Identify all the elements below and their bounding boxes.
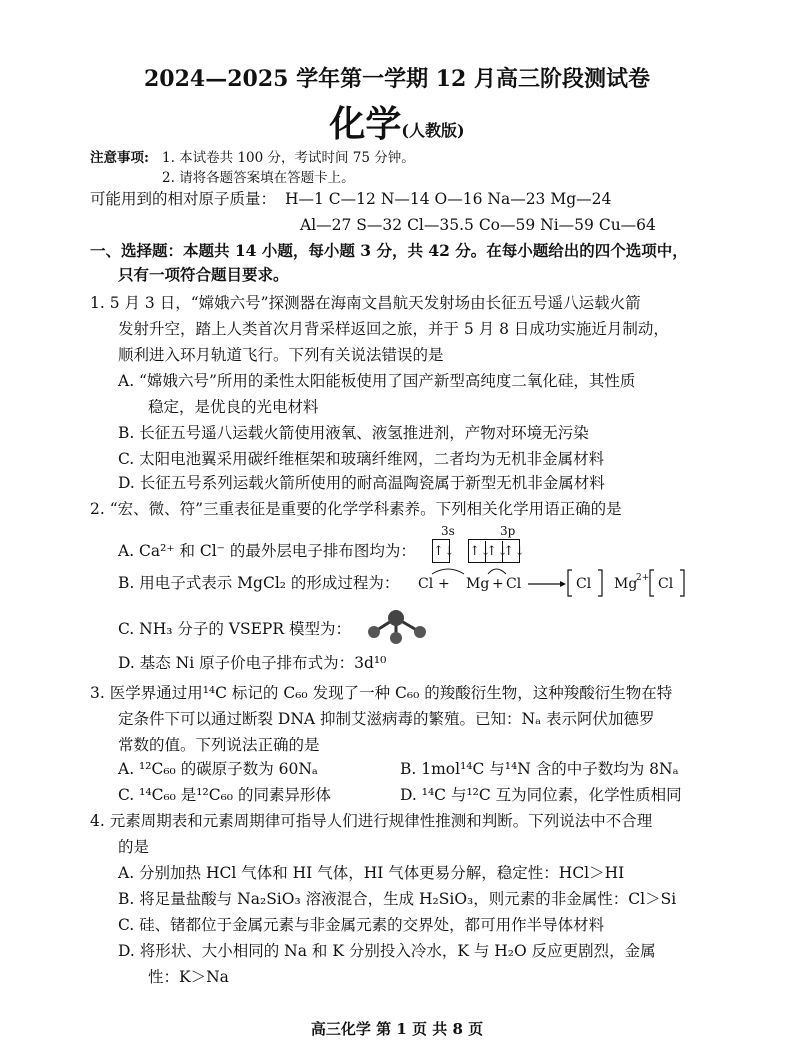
svg-text:Cl: Cl: [576, 576, 592, 592]
q1-stem-line-1: 1. 5 月 3 日，“嫦娥六号”探测器在海南文昌航天发射场由长征五号遥八运载火箭: [90, 294, 641, 312]
q1-option-d: D. 长征五号系列运载火箭所使用的耐高温陶瓷属于新型无机非金属材料: [118, 474, 605, 492]
q2-stem: 2. “宏、微、符”三重表征是重要的化学学科素养。下列相关化学用语正确的是: [90, 500, 622, 518]
svg-text:+: +: [492, 576, 504, 592]
atomic-mass-row-2: Al—27 S—32 Cl—35.5 Co—59 Ni—59 Cu—64: [300, 216, 656, 234]
note-item-1: 1. 本试卷共 100 分，考试时间 75 分钟。: [162, 150, 415, 166]
subject-name: 化学: [329, 104, 402, 145]
subject-heading: [0, 96, 794, 147]
q4-option-d-line-2: 性：K＞Na: [148, 968, 229, 986]
atomic-mass-row-1: H—1 C—12 N—14 O—16 Na—23 Mg—24: [285, 190, 612, 208]
svg-text:Mg: Mg: [466, 576, 490, 592]
notes-label: 注意事项:: [90, 150, 149, 166]
q2-option-b: B. 用电子式表示 MgCl₂ 的形成过程为：: [118, 574, 400, 592]
orbital-diagram: [432, 539, 525, 563]
arrow-pair-icon: ↑↓: [503, 544, 525, 559]
q3-stem-line-1: 3. 医学界通过用¹⁴C 标记的 C₆₀ 发现了一种 C₆₀ 的羧酸衍生物，这种羧酸衍生物在特: [90, 684, 673, 702]
orbital-box-3p: [468, 539, 525, 563]
q4-stem-line-2: 的是: [118, 838, 150, 856]
q3-stem-line-2: 定条件下可以通过断裂 DNA 抑制艾滋病毒的繁殖。已知：Nₐ 表示阿伏加德罗: [118, 710, 655, 728]
orbital-label-3s: 3s: [441, 524, 455, 538]
q1-option-c: C. 太阳电池翼采用碳纤维框架和玻璃纤维网，二者均为无机非金属材料: [118, 450, 605, 468]
q4-option-d-line-1: D. 将形状、大小相同的 Na 和 K 分别投入冷水，K 与 H₂O 反应更剧烈，金属: [118, 942, 656, 960]
exam-title: 2024—2025 学年第一学期 12 月高三阶段测试卷: [143, 66, 651, 92]
q2-option-c: C. NH₃ 分子的 VSEPR 模型为：: [118, 620, 351, 638]
electron-formula-figure: [410, 566, 690, 602]
q3-option-d: D. ¹⁴C 与¹²C 互为同位素，化学性质相同: [400, 786, 682, 804]
q2-option-d: D. 基态 Ni 原子价电子排布式为：3d¹⁰: [118, 654, 387, 672]
section-heading-line-2: 只有一项符合题目要求。: [118, 265, 289, 284]
q4-option-c: C. 硅、锗都位于金属元素与非金属元素的交界处，都可用作半导体材料: [118, 916, 605, 934]
q1-stem-line-2: 发射升空，踏上人类首次月背采样返回之旅，并于 5 月 8 日成功实施近月制动，: [118, 320, 669, 338]
edition-label: (人教版): [401, 121, 465, 140]
section-heading-line-1: 一、选择题：本题共 14 小题，每小题 3 分，共 42 分。在每小题给出的四个选项中，: [90, 241, 688, 260]
q3-option-c: C. ¹⁴C₆₀ 是¹²C₆₀ 的同素异形体: [118, 786, 331, 804]
q3-option-a: A. ¹²C₆₀ 的碳原子数为 60Nₐ: [118, 760, 318, 778]
q4-option-a: A. 分别加热 HCl 气体和 HI 气体，HI 气体更易分解，稳定性：HCl＞HI: [118, 864, 625, 882]
q1-stem-line-3: 顺利进入环月轨道飞行。下列有关说法错误的是: [118, 346, 444, 364]
vsepr-model-icon: [362, 606, 432, 646]
orbital-box-3s: [432, 539, 455, 563]
svg-text:2+: 2+: [636, 573, 650, 583]
svg-text:+: +: [438, 576, 450, 592]
arrow-pair-icon: ↑↓: [433, 544, 455, 559]
atomic-mass-label: 可能用到的相对原子质量：: [90, 190, 277, 208]
q3-stem-line-3: 常数的值。下列说法正确的是: [118, 736, 320, 754]
page-footer: 高三化学 第 1 页 共 8 页: [310, 1020, 484, 1038]
arrow-pair-icon: ↑↓: [486, 541, 503, 563]
q1-option-a-line-1: A. “嫦娥六号”所用的柔性太阳能板使用了国产新型高纯度二氧化硅，其性质: [118, 372, 636, 390]
q4-option-b: B. 将足量盐酸与 Na₂SiO₃ 溶液混合，生成 H₂SiO₃，则元素的非金属性：Cl＞Si: [118, 890, 677, 908]
arrow-pair-icon: ↑↓: [469, 541, 486, 563]
q1-option-a-line-2: 稳定，是优良的光电材料: [148, 398, 319, 416]
svg-text:Cl: Cl: [506, 576, 522, 592]
svg-text:Cl: Cl: [418, 576, 434, 592]
orbital-label-3p: 3p: [500, 524, 516, 538]
q3-option-b: B. 1mol¹⁴C 与¹⁴N 含的中子数均为 8Nₐ: [400, 760, 679, 778]
svg-text:Cl: Cl: [658, 576, 674, 592]
q1-option-b: B. 长征五号遥八运载火箭使用液氧、液氢推进剂，产物对环境无污染: [118, 424, 589, 442]
q2-option-a: A. Ca²⁺ 和 Cl⁻ 的最外层电子排布图均为：: [118, 542, 416, 560]
svg-text:Mg: Mg: [614, 576, 638, 592]
q4-stem-line-1: 4. 元素周期表和元素周期律可指导人们进行规律性推测和判断。下列说法中不合理: [90, 812, 653, 830]
note-item-2: 2. 请将各题答案填在答题卡上。: [162, 170, 355, 186]
